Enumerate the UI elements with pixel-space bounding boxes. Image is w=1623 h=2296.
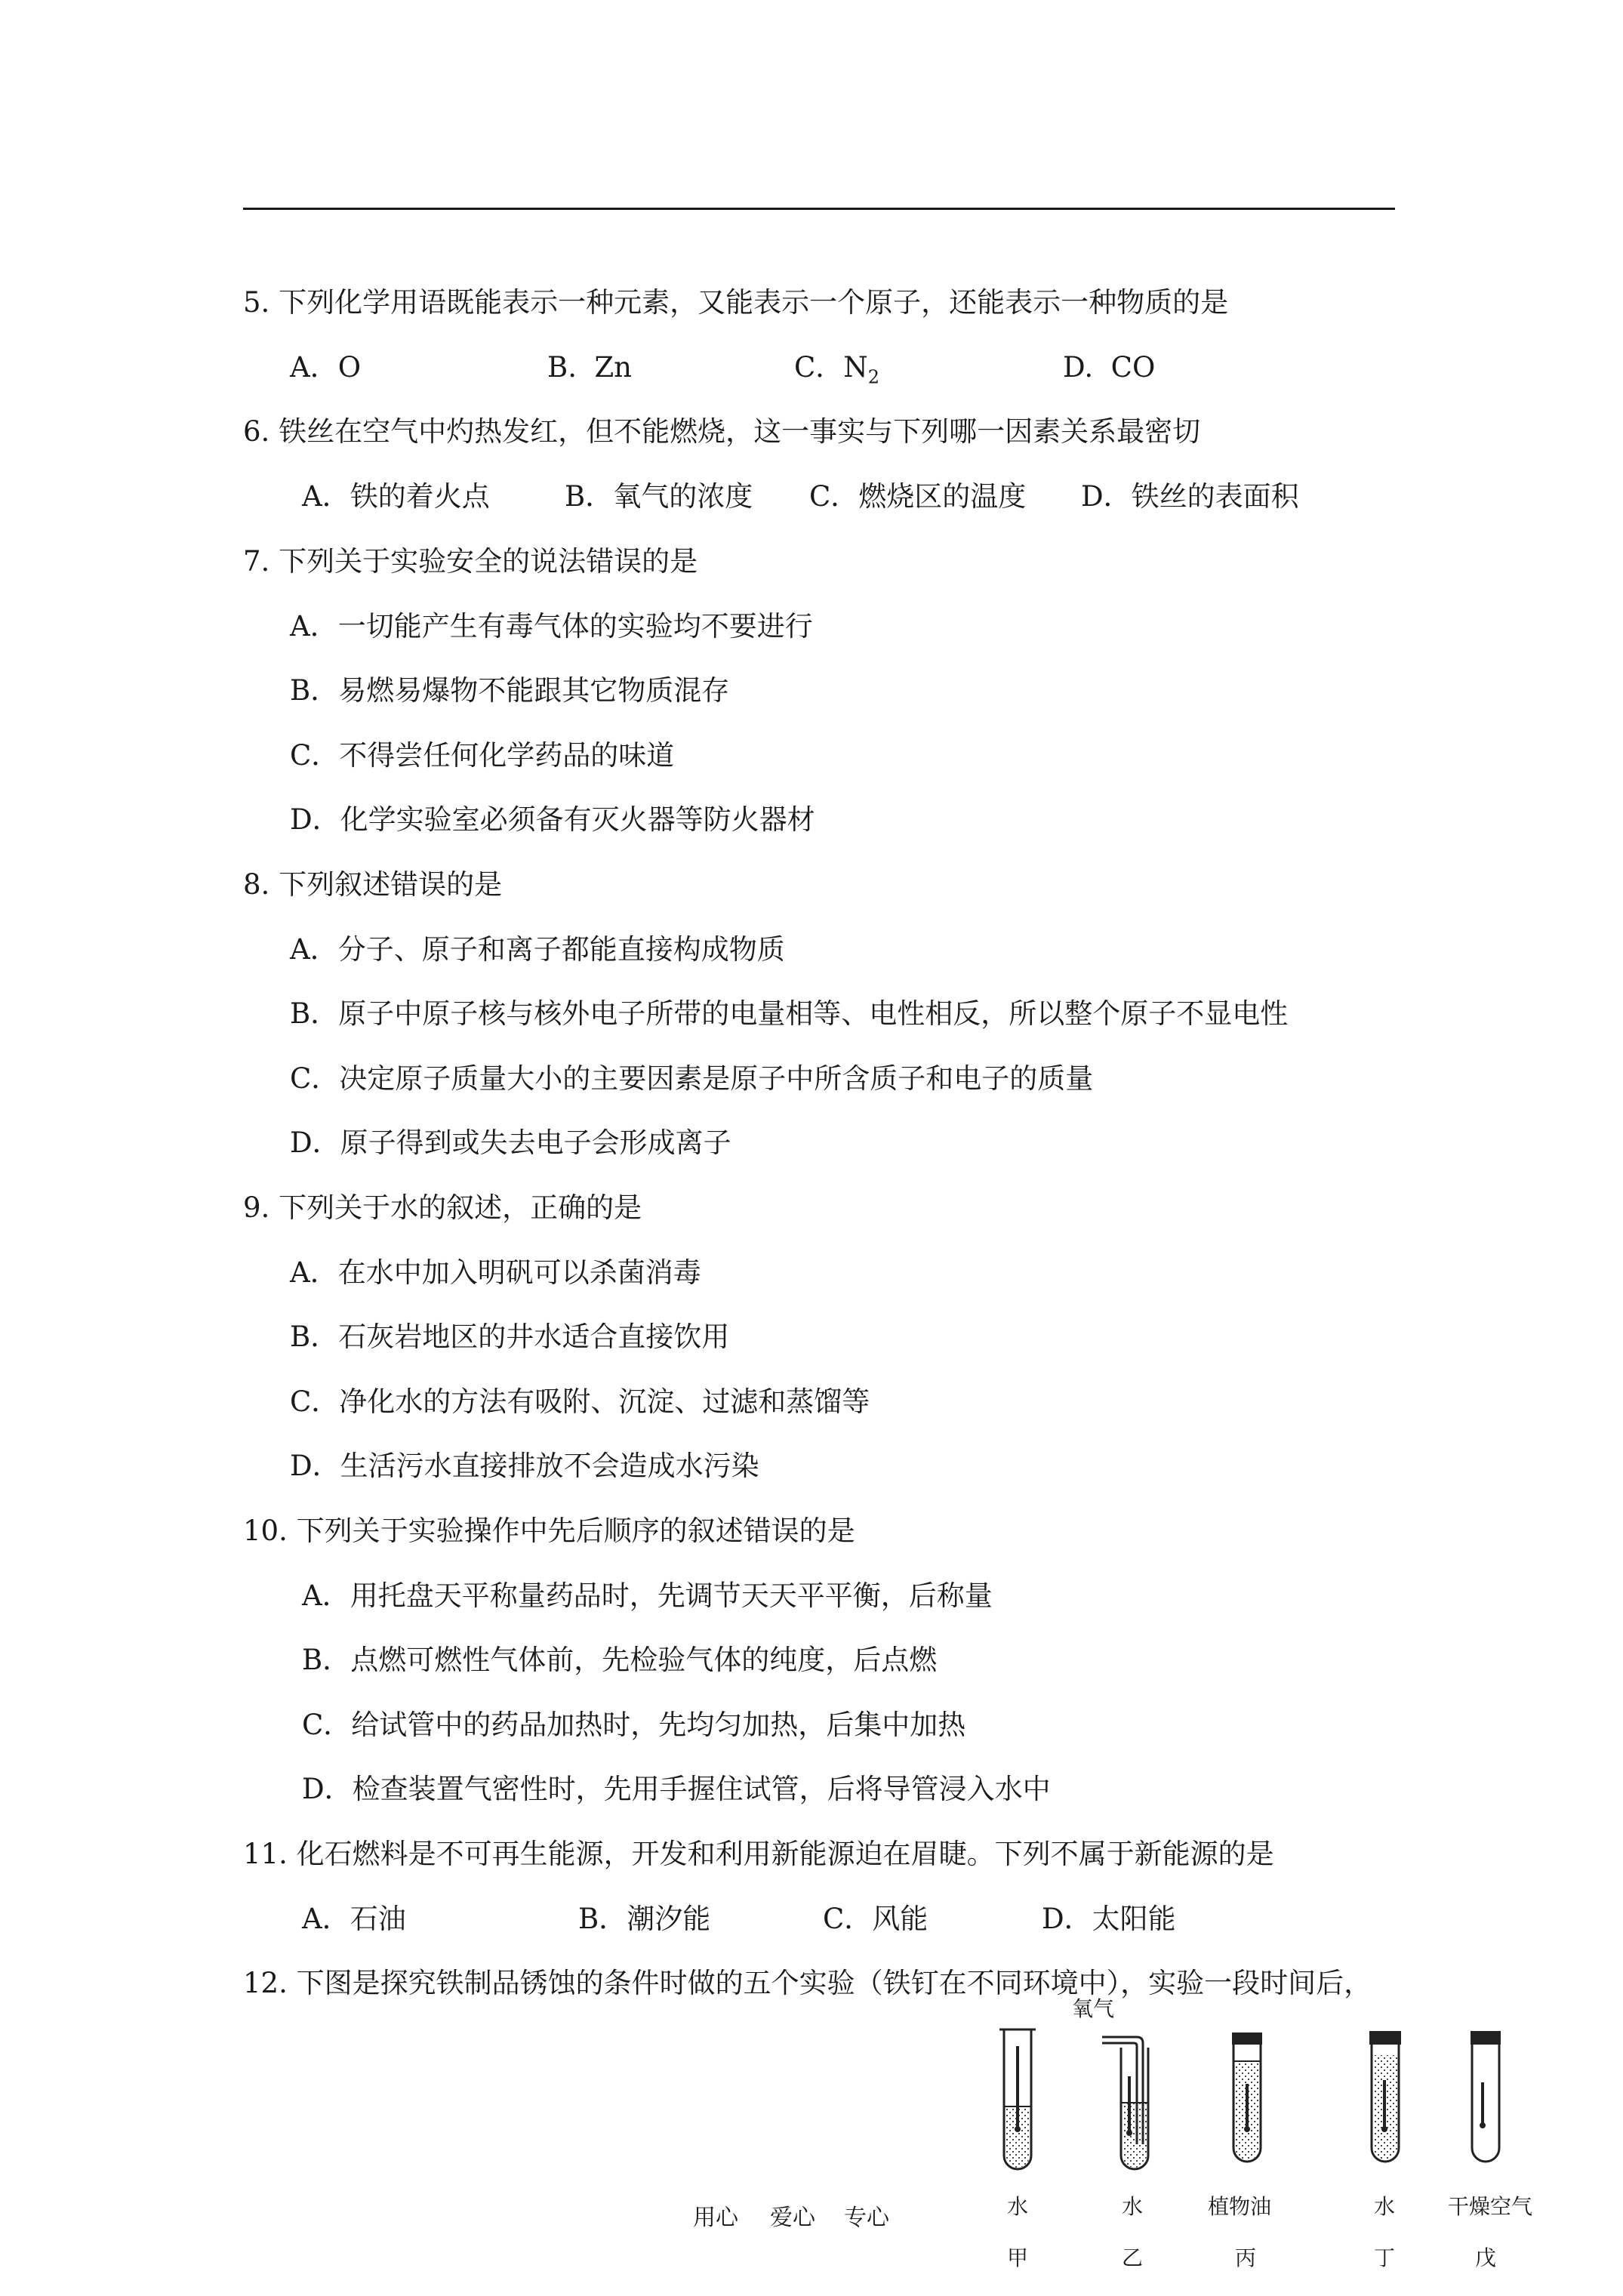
question-9-stem: 9. 下列关于水的叙述，正确的是 — [243, 1191, 642, 1224]
tube-jia-name: 甲 — [1007, 2245, 1029, 2270]
footer-text-3: 专心 — [844, 2205, 889, 2231]
q10-option-b: B．点燃可燃性气体前，先检验气体的纯度，后点燃 — [302, 1644, 938, 1676]
question-12-stem: 12. 下图是探究铁制品锈蚀的条件时做的五个实验（铁钉在不同环境中），实验一段时间后， — [243, 1967, 1372, 1999]
q7-option-d: D．化学实验室必须备有灭火器等防火器材 — [290, 803, 815, 836]
test-tube-jia — [999, 2029, 1036, 2169]
question-11-stem: 11. 化石燃料是不可再生能源，开发和利用新能源迫在眉睫。下列不属于新能源的是 — [243, 1838, 1274, 1870]
tube-ding-content: 水 — [1374, 2194, 1396, 2219]
tube-yi-name: 乙 — [1122, 2245, 1144, 2270]
q7-option-c: C．不得尝任何化学药品的味道 — [290, 739, 675, 772]
q9-option-c: C．净化水的方法有吸附、沉淀、过滤和蒸馏等 — [290, 1385, 870, 1418]
tube-wu-name: 戊 — [1475, 2245, 1497, 2270]
q6-option-c: C．燃烧区的温度 — [809, 480, 1027, 513]
q8-option-a: A．分子、原子和离子都能直接构成物质 — [290, 933, 785, 966]
footer-text-1: 用心 — [693, 2205, 738, 2231]
test-tube-wu — [1471, 2031, 1501, 2162]
question-6-stem: 6. 铁丝在空气中灼热发红，但不能燃烧，这一事实与下列哪一因素关系最密切 — [243, 415, 1201, 448]
q10-option-c: C．给试管中的药品加热时，先均匀加热，后集中加热 — [302, 1709, 966, 1741]
test-tube-ding — [1369, 2031, 1401, 2162]
tube-wu-content: 干燥空气 — [1448, 2194, 1533, 2219]
q6-option-a: A．铁的着火点 — [302, 480, 490, 513]
q7-option-a: A．一切能产生有毒气体的实验均不要进行 — [290, 610, 813, 643]
test-tube-bing — [1232, 2032, 1262, 2162]
q5-option-d: D. CO — [1063, 351, 1156, 384]
q8-option-b: B．原子中原子核与核外电子所带的电量相等、电性相反，所以整个原子不显电性 — [290, 997, 1289, 1030]
q8-option-c: C．决定原子质量大小的主要因素是原子中所含质子和电子的质量 — [290, 1062, 1094, 1095]
test-tube-yi — [1102, 2037, 1148, 2169]
q10-option-a: A．用托盘天平称量药品时，先调节天天平平衡，后称量 — [302, 1579, 993, 1612]
tube-yi-content: 水 — [1122, 2194, 1144, 2219]
q11-option-d: D．太阳能 — [1042, 1903, 1176, 1935]
q11-option-a: A．石油 — [302, 1903, 406, 1935]
tube-bing-name: 丙 — [1235, 2245, 1257, 2270]
q9-option-a: A．在水中加入明矾可以杀菌消毒 — [290, 1256, 701, 1289]
question-7-stem: 7. 下列关于实验安全的说法错误的是 — [243, 545, 698, 578]
q6-option-b: B．氧气的浓度 — [565, 480, 753, 513]
tube-ding-name: 丁 — [1374, 2245, 1396, 2270]
q5-option-b: B. Zn — [547, 351, 633, 384]
tube-jia-content: 水 — [1007, 2194, 1029, 2219]
oxygen-label: 氧气 — [1072, 1996, 1115, 2021]
iron-rusting-figure — [981, 1993, 1570, 2295]
question-5-stem: 5. 下列化学用语既能表示一种元素，又能表示一个原子，还能表示一种物质的是 — [243, 286, 1229, 319]
question-10-stem: 10. 下列关于实验操作中先后顺序的叙述错误的是 — [243, 1515, 855, 1547]
q10-option-d: D．检查装置气密性时，先用手握住试管，后将导管浸入水中 — [302, 1773, 1051, 1805]
q5-option-a: A．O — [290, 351, 362, 384]
footer-text-2: 爱心 — [770, 2205, 815, 2231]
tube-bing-content: 植物油 — [1208, 2194, 1272, 2219]
q8-option-d: D．原子得到或失去电子会形成离子 — [290, 1126, 731, 1159]
header-rule — [243, 208, 1395, 210]
q6-option-d: D．铁丝的表面积 — [1081, 480, 1299, 513]
question-8-stem: 8. 下列叙述错误的是 — [243, 868, 503, 901]
q9-option-b: B．石灰岩地区的井水适合直接饮用 — [290, 1321, 730, 1353]
q5-option-c: C．$N_2$ — [794, 351, 879, 388]
q11-option-c: C．风能 — [823, 1903, 929, 1935]
q7-option-b: B．易燃易爆物不能跟其它物质混存 — [290, 674, 730, 707]
q9-option-d: D．生活污水直接排放不会造成水污染 — [290, 1450, 759, 1482]
q11-option-b: B．潮汐能 — [578, 1903, 711, 1935]
